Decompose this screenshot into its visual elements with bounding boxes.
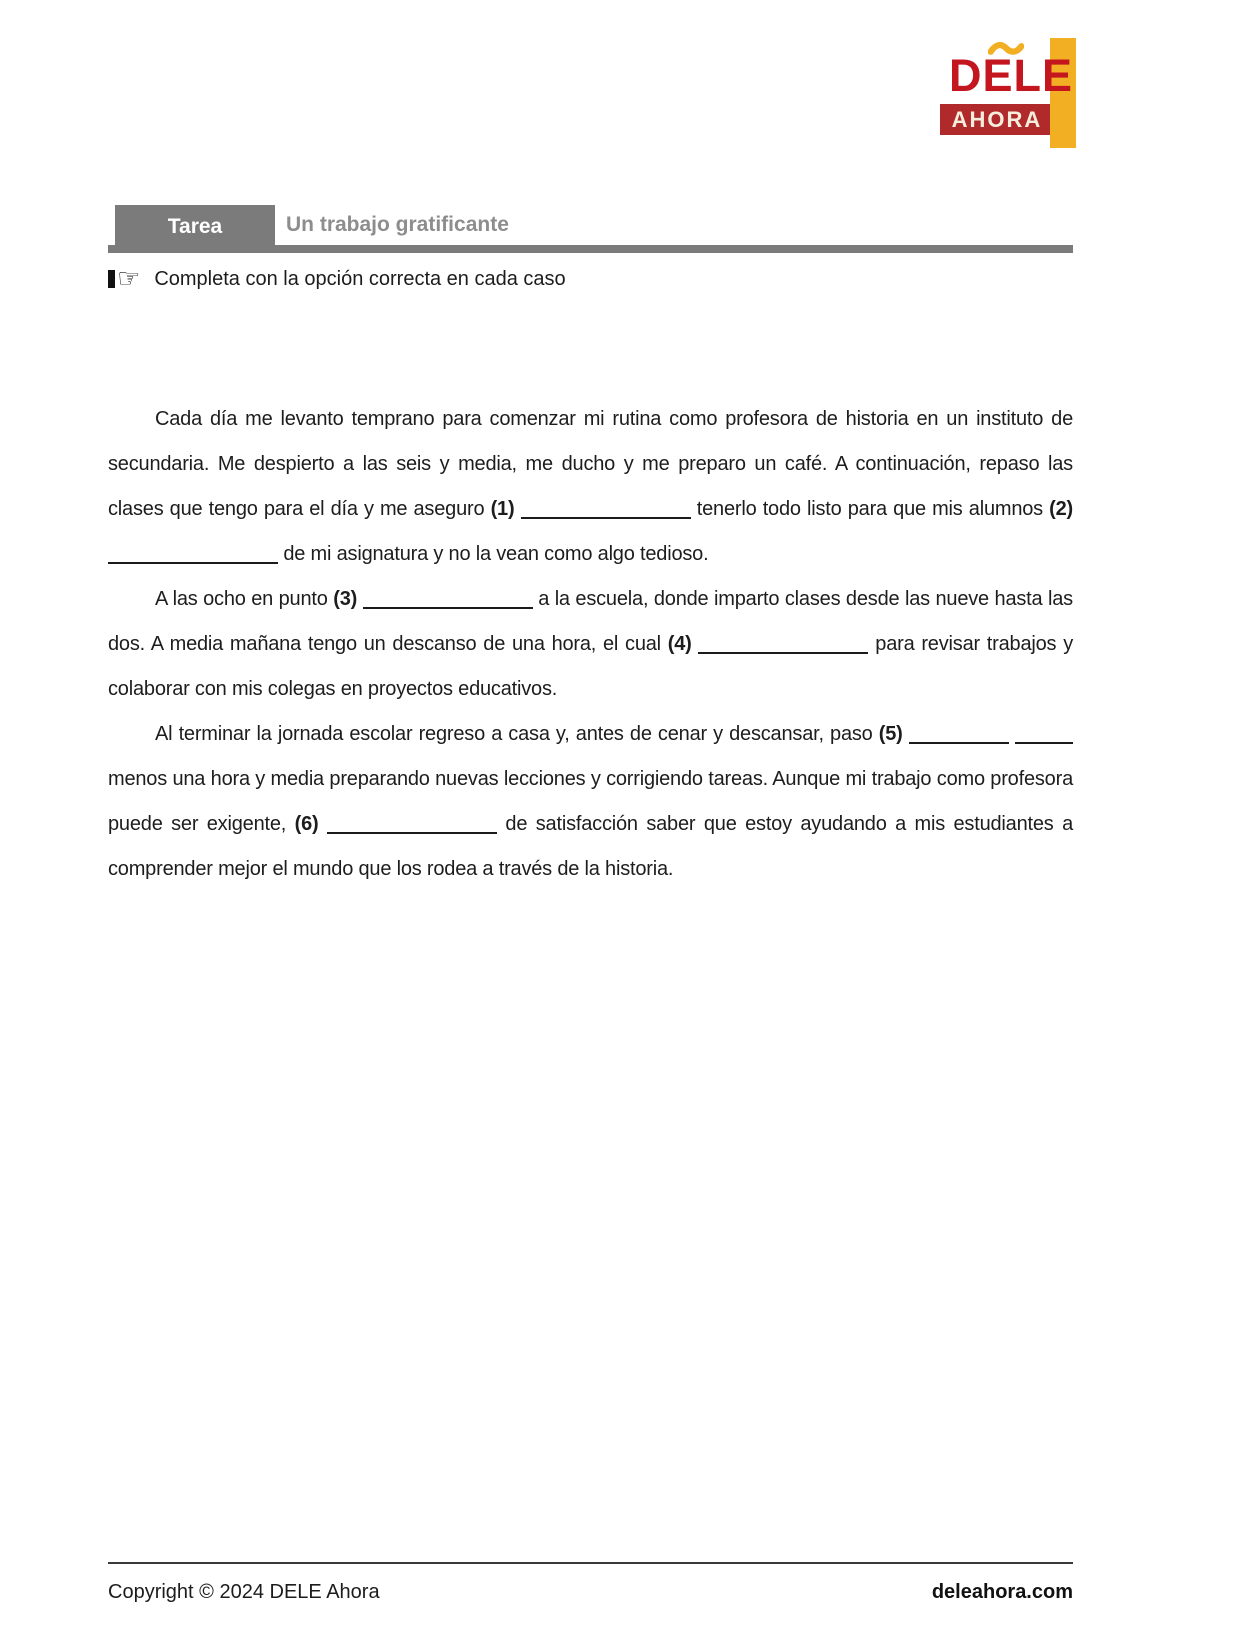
task-title: Un trabajo gratificante bbox=[286, 213, 509, 236]
copyright-text: Copyright © 2024 DELE Ahora bbox=[108, 1581, 380, 1603]
page-footer bbox=[108, 1562, 1073, 1604]
section-header bbox=[108, 205, 1073, 253]
blank-number: (6) bbox=[294, 813, 319, 835]
logo-dele-text: DELE bbox=[949, 50, 1074, 101]
exercise-paragraph-1: Cada día me levanto temprano para comenzar mi rutina como profesora de historia en un instituto de secundaria. Me despierto a las seis y media, me ducho y me preparo un café. A continuación, repaso las clases que tengo para el día y me aseguro (1) tenerlo todo listo para que mis alumnos (2) de mi asignatura y no la vean como algo tedioso. bbox=[108, 408, 1073, 565]
answer-blank bbox=[909, 730, 1009, 744]
answer-blank bbox=[363, 595, 533, 609]
logo-ahora-band bbox=[940, 104, 1054, 135]
answer-blank bbox=[698, 640, 868, 654]
instruction-row bbox=[108, 266, 1073, 292]
blank-number: (3) bbox=[333, 588, 358, 610]
logo-ahora-text: AHORA bbox=[951, 107, 1043, 132]
tarea-tab-label: Tarea bbox=[167, 215, 223, 238]
pointing-hand-icon: ☞ bbox=[108, 266, 140, 292]
answer-blank bbox=[521, 505, 691, 519]
answer-blank bbox=[108, 550, 278, 564]
answer-blank bbox=[327, 820, 497, 834]
exercise-paragraph-3: Al terminar la jornada escolar regreso a casa y, antes de cenar y descansar, paso (5) menos una hora y media preparando nuevas lecciones y corrigiendo tareas. Aunque mi trabajo como profesora puede ser exigente, (6) de satisfacción saber que estoy ayudando a mis estudiantes a comprender mejor el mundo que los rodea a través de la historia. bbox=[108, 723, 1074, 880]
blank-number: (1) bbox=[490, 498, 515, 520]
exercise-paragraph-2: A las ocho en punto (3) a la escuela, donde imparto clases desde las nueve hasta las dos. A media mañana tengo un descanso de una hora, el cual (4) para revisar trabajos y colaborar con mis colegas en proyectos educativos. bbox=[108, 588, 1073, 700]
website-text: deleahora.com bbox=[931, 1581, 1073, 1603]
dele-ahora-logo bbox=[940, 38, 1085, 148]
exercise-text bbox=[108, 397, 1073, 892]
instruction-text: Completa con la opción correcta en cada caso bbox=[154, 267, 566, 290]
blank-number: (4) bbox=[667, 633, 692, 655]
answer-blank bbox=[1015, 730, 1073, 744]
hand-cuff-bar bbox=[108, 270, 115, 288]
tarea-tab bbox=[115, 205, 275, 253]
blank-number: (5) bbox=[878, 723, 903, 745]
tilde-icon bbox=[988, 41, 1024, 57]
blank-number: (2) bbox=[1049, 498, 1073, 520]
